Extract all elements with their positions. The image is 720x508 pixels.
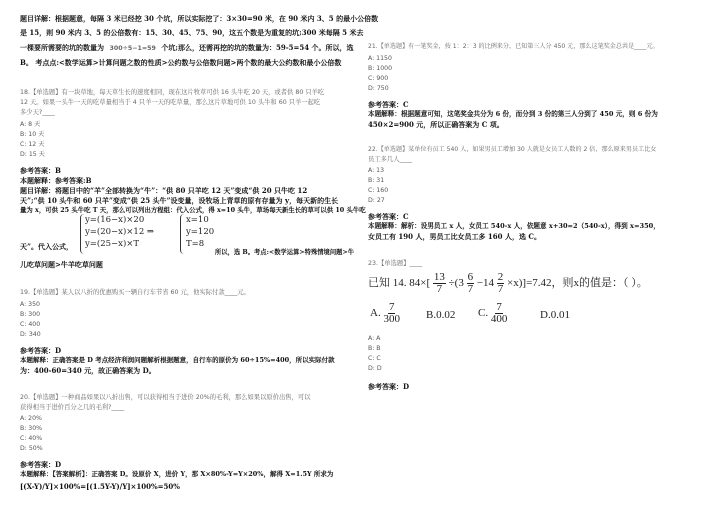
numerator: 6 bbox=[467, 271, 474, 283]
option-b: B: 300 bbox=[20, 311, 41, 318]
denominator: 7 bbox=[467, 283, 474, 295]
fraction bbox=[433, 272, 446, 295]
equation-row: y=(16−x)×20 bbox=[85, 215, 145, 225]
expl-line: [(X-Y)/Y]×100%=[(1.5Y-Y)/Y]×100%=50% bbox=[20, 482, 180, 491]
formula-text: −14 bbox=[476, 277, 495, 290]
answer-22: 参考答案：C bbox=[368, 212, 409, 221]
question-18-stem: 多少天?____ bbox=[20, 109, 55, 116]
answer-21: 参考答案：C bbox=[368, 100, 409, 109]
inline-formula: 300÷5−1=59 bbox=[109, 45, 156, 52]
option-d: D: 15 天 bbox=[20, 151, 45, 158]
option-d: D: 340 bbox=[20, 331, 41, 338]
formula-text: ×x)]=7.42，则x的值是：（ ）。 bbox=[507, 277, 648, 290]
fraction bbox=[497, 272, 505, 295]
denominator: 300 bbox=[383, 313, 400, 325]
expl-line: 量为 x，可供 25 头牛吃 T 天，那么可以列出方程组：代入公式，得 x=10 头牛，草场每天新生长的草可以供 10 头牛吃 bbox=[20, 206, 366, 214]
question-20-stem: 获得相当于进价百分之几的毛利?____ bbox=[20, 404, 125, 411]
question-18-stem: 18.【单选题】有一块草地，每天草生长的速度相同，现在这片牧草可供 16 头牛吃 20 天，或者供 80 只羊吃 bbox=[20, 89, 325, 96]
option-b: B: 31 bbox=[368, 177, 385, 184]
question-20-stem: 20.【单选题】一种商品如果以八折出售，可以获得相当于进价 20%的毛利，那么如果以原价出售，可以 bbox=[20, 394, 311, 401]
expl-line: 450×2=900 元，所以正确答案为 C 项。 bbox=[368, 120, 504, 129]
result-row: T=8 bbox=[186, 239, 205, 249]
expl-line: 题目详解：将题目中的“羊”全部转换为“牛”：“供 80 只羊吃 12 天”变成“供 20 只牛吃 12 bbox=[20, 186, 308, 195]
question-18-stem: 12 天。如果一头牛一天的吃草量相当于 4 只羊一天的吃草量，那么这片草地可供 10 头牛和 60 只羊一起吃 bbox=[20, 99, 321, 106]
option-b: B: 30% bbox=[20, 425, 43, 432]
question-22-stem: 22.【单选题】某单位有员工 540 人，如果男员工增加 30 人就是女员工人数的 2 倍，那么原来男员工比女 bbox=[368, 146, 657, 153]
formula-text: ÷(3 bbox=[448, 277, 464, 290]
question-19-stem: 19.【单选题】某人以八折的优惠购买一辆自行车节省 60 元，他实际付款____元。 bbox=[20, 289, 250, 296]
expl-line: 本题解释：根据题意可知，这笔奖金共分为 6 份，而分到 3 份的第三人分到了 450 元，则 6 份为 bbox=[368, 110, 658, 118]
option-c: C: 40% bbox=[20, 435, 43, 442]
choice-d: D.0.01 bbox=[540, 309, 570, 321]
equation-row: y=(25−x)×T bbox=[85, 239, 140, 249]
expl-line: 女员工有 190 人，男员工比女员工多 160 人，选 C。 bbox=[368, 232, 541, 241]
option-a: A: A bbox=[368, 335, 381, 342]
option-d: D: 750 bbox=[368, 85, 389, 92]
question-23-formula bbox=[368, 272, 648, 295]
result-row: x=10 bbox=[186, 215, 209, 225]
formula-text: 已知 14. 84×[ bbox=[368, 277, 431, 290]
denominator: 7 bbox=[436, 283, 443, 295]
choice-label: C. bbox=[478, 307, 489, 320]
option-c: C: 160 bbox=[368, 187, 389, 194]
denominator: 7 bbox=[497, 283, 504, 295]
option-c: C: 12 天 bbox=[20, 141, 45, 148]
expl-line: 天”;“供 10 头牛和 60 只羊”变成“供 25 头牛”设变量，设牧场上青草的原有存量为 y，每天新的生长 bbox=[20, 196, 339, 205]
system-suffix: 所以，选 B。考点:<数学运算>特殊情境问题>牛 bbox=[215, 249, 355, 256]
expl-line: 本题解释：正确答案是 D 考点经济利润问题解析根据题意，自行车的原价为 60÷15%=400，所以实际付款 bbox=[20, 356, 335, 364]
result-row: y=120 bbox=[186, 227, 215, 237]
option-d: D: 27 bbox=[368, 197, 385, 204]
choice-b: B.0.02 bbox=[426, 309, 456, 321]
denominator: 400 bbox=[490, 313, 508, 325]
system-prefix: 天”。代入公式， bbox=[20, 242, 74, 251]
answer-18: 参考答案：B bbox=[20, 166, 61, 175]
question-21-stem: 21.【单选题】有一笔奖金，按 1：2：3 的比例来分，已知第三人分 450 元，那么这笔奖金总共是____元。 bbox=[368, 43, 659, 50]
equation-system bbox=[85, 214, 154, 250]
option-a: A: 1150 bbox=[368, 55, 392, 62]
option-b: B: B bbox=[368, 345, 381, 352]
option-a: A: 13 bbox=[368, 167, 385, 174]
numerator: 2 bbox=[497, 271, 504, 283]
expl-line: 是 15，则 90 米内 3、5 的公倍数有：15、30、45、75、90，这五个数是为重复的坑;300 米每隔 5 米去 bbox=[20, 28, 364, 37]
question-22-stem: 员工多几人____ bbox=[368, 156, 413, 163]
answer-23: 参考答案：D bbox=[368, 382, 410, 391]
numerator: 7 bbox=[388, 301, 395, 313]
expl-text: 一棵要所需要的坑的数量为 bbox=[20, 43, 104, 52]
answer-19: 参考答案：D bbox=[20, 346, 62, 355]
expl-title-18: 本题解释：参考答案:B bbox=[20, 176, 92, 185]
equation-row: y=(20−x)×12 ⇒ bbox=[85, 227, 155, 237]
fraction bbox=[491, 302, 508, 325]
option-a: A: 20% bbox=[20, 415, 42, 422]
option-a: A: 350 bbox=[20, 301, 40, 308]
fraction bbox=[467, 272, 475, 295]
topic-line: B。 考点点:<数学运算>计算问题之数的性质>公约数与公倍数问题>两个数的最大公约数和最小公倍数 bbox=[20, 58, 342, 67]
question-23-head: 23.【单选题】____ bbox=[368, 260, 423, 267]
expl-line bbox=[20, 43, 354, 53]
choice-c bbox=[478, 302, 507, 325]
equation-results bbox=[186, 214, 214, 250]
result-brace bbox=[180, 214, 185, 254]
choice-a bbox=[370, 302, 400, 325]
expl-line: 题目详解：根据题意，每隔 3 米已经挖 30 个坑，所以实际挖了：3×30=90 米，在 90 米内 3、5 的最小公倍数 bbox=[20, 14, 379, 23]
expl-line: 本题解释：【答案解析】：正确答案 D。设原价 X，进价 Y，那 X×80%-Y=Y×20%，解得 X=1.5Y 所求为 bbox=[20, 470, 334, 478]
option-b: B: 1000 bbox=[368, 65, 393, 72]
option-c: C: 900 bbox=[368, 75, 389, 82]
answer-20: 参考答案：D bbox=[20, 460, 62, 469]
expl-line: 为：400-60=340 元，故正确答案为 D。 bbox=[20, 366, 156, 375]
expl-text: 个坑;那么，还需再挖的坑的数量为：59-5=54 个。所以，选 bbox=[161, 43, 354, 52]
expl-line: 本题解释：解析：设男员工 x 人，女员工 540-x 人，依题意 x+30=2（540-x），得到 x=350， bbox=[368, 222, 660, 230]
option-b: B: 10 天 bbox=[20, 131, 45, 138]
option-d: D: D bbox=[368, 365, 382, 372]
fraction bbox=[383, 302, 400, 325]
choice-label: A. bbox=[370, 307, 381, 320]
numerator: 13 bbox=[433, 271, 445, 283]
option-d: D: 50% bbox=[20, 445, 43, 452]
option-a: A: 8 天 bbox=[20, 121, 41, 128]
numerator: 7 bbox=[496, 301, 502, 313]
topic-line: 儿吃草问题>牛羊吃草问题 bbox=[20, 260, 103, 269]
option-c: C: C bbox=[368, 355, 381, 362]
option-c: C: 400 bbox=[20, 321, 41, 328]
